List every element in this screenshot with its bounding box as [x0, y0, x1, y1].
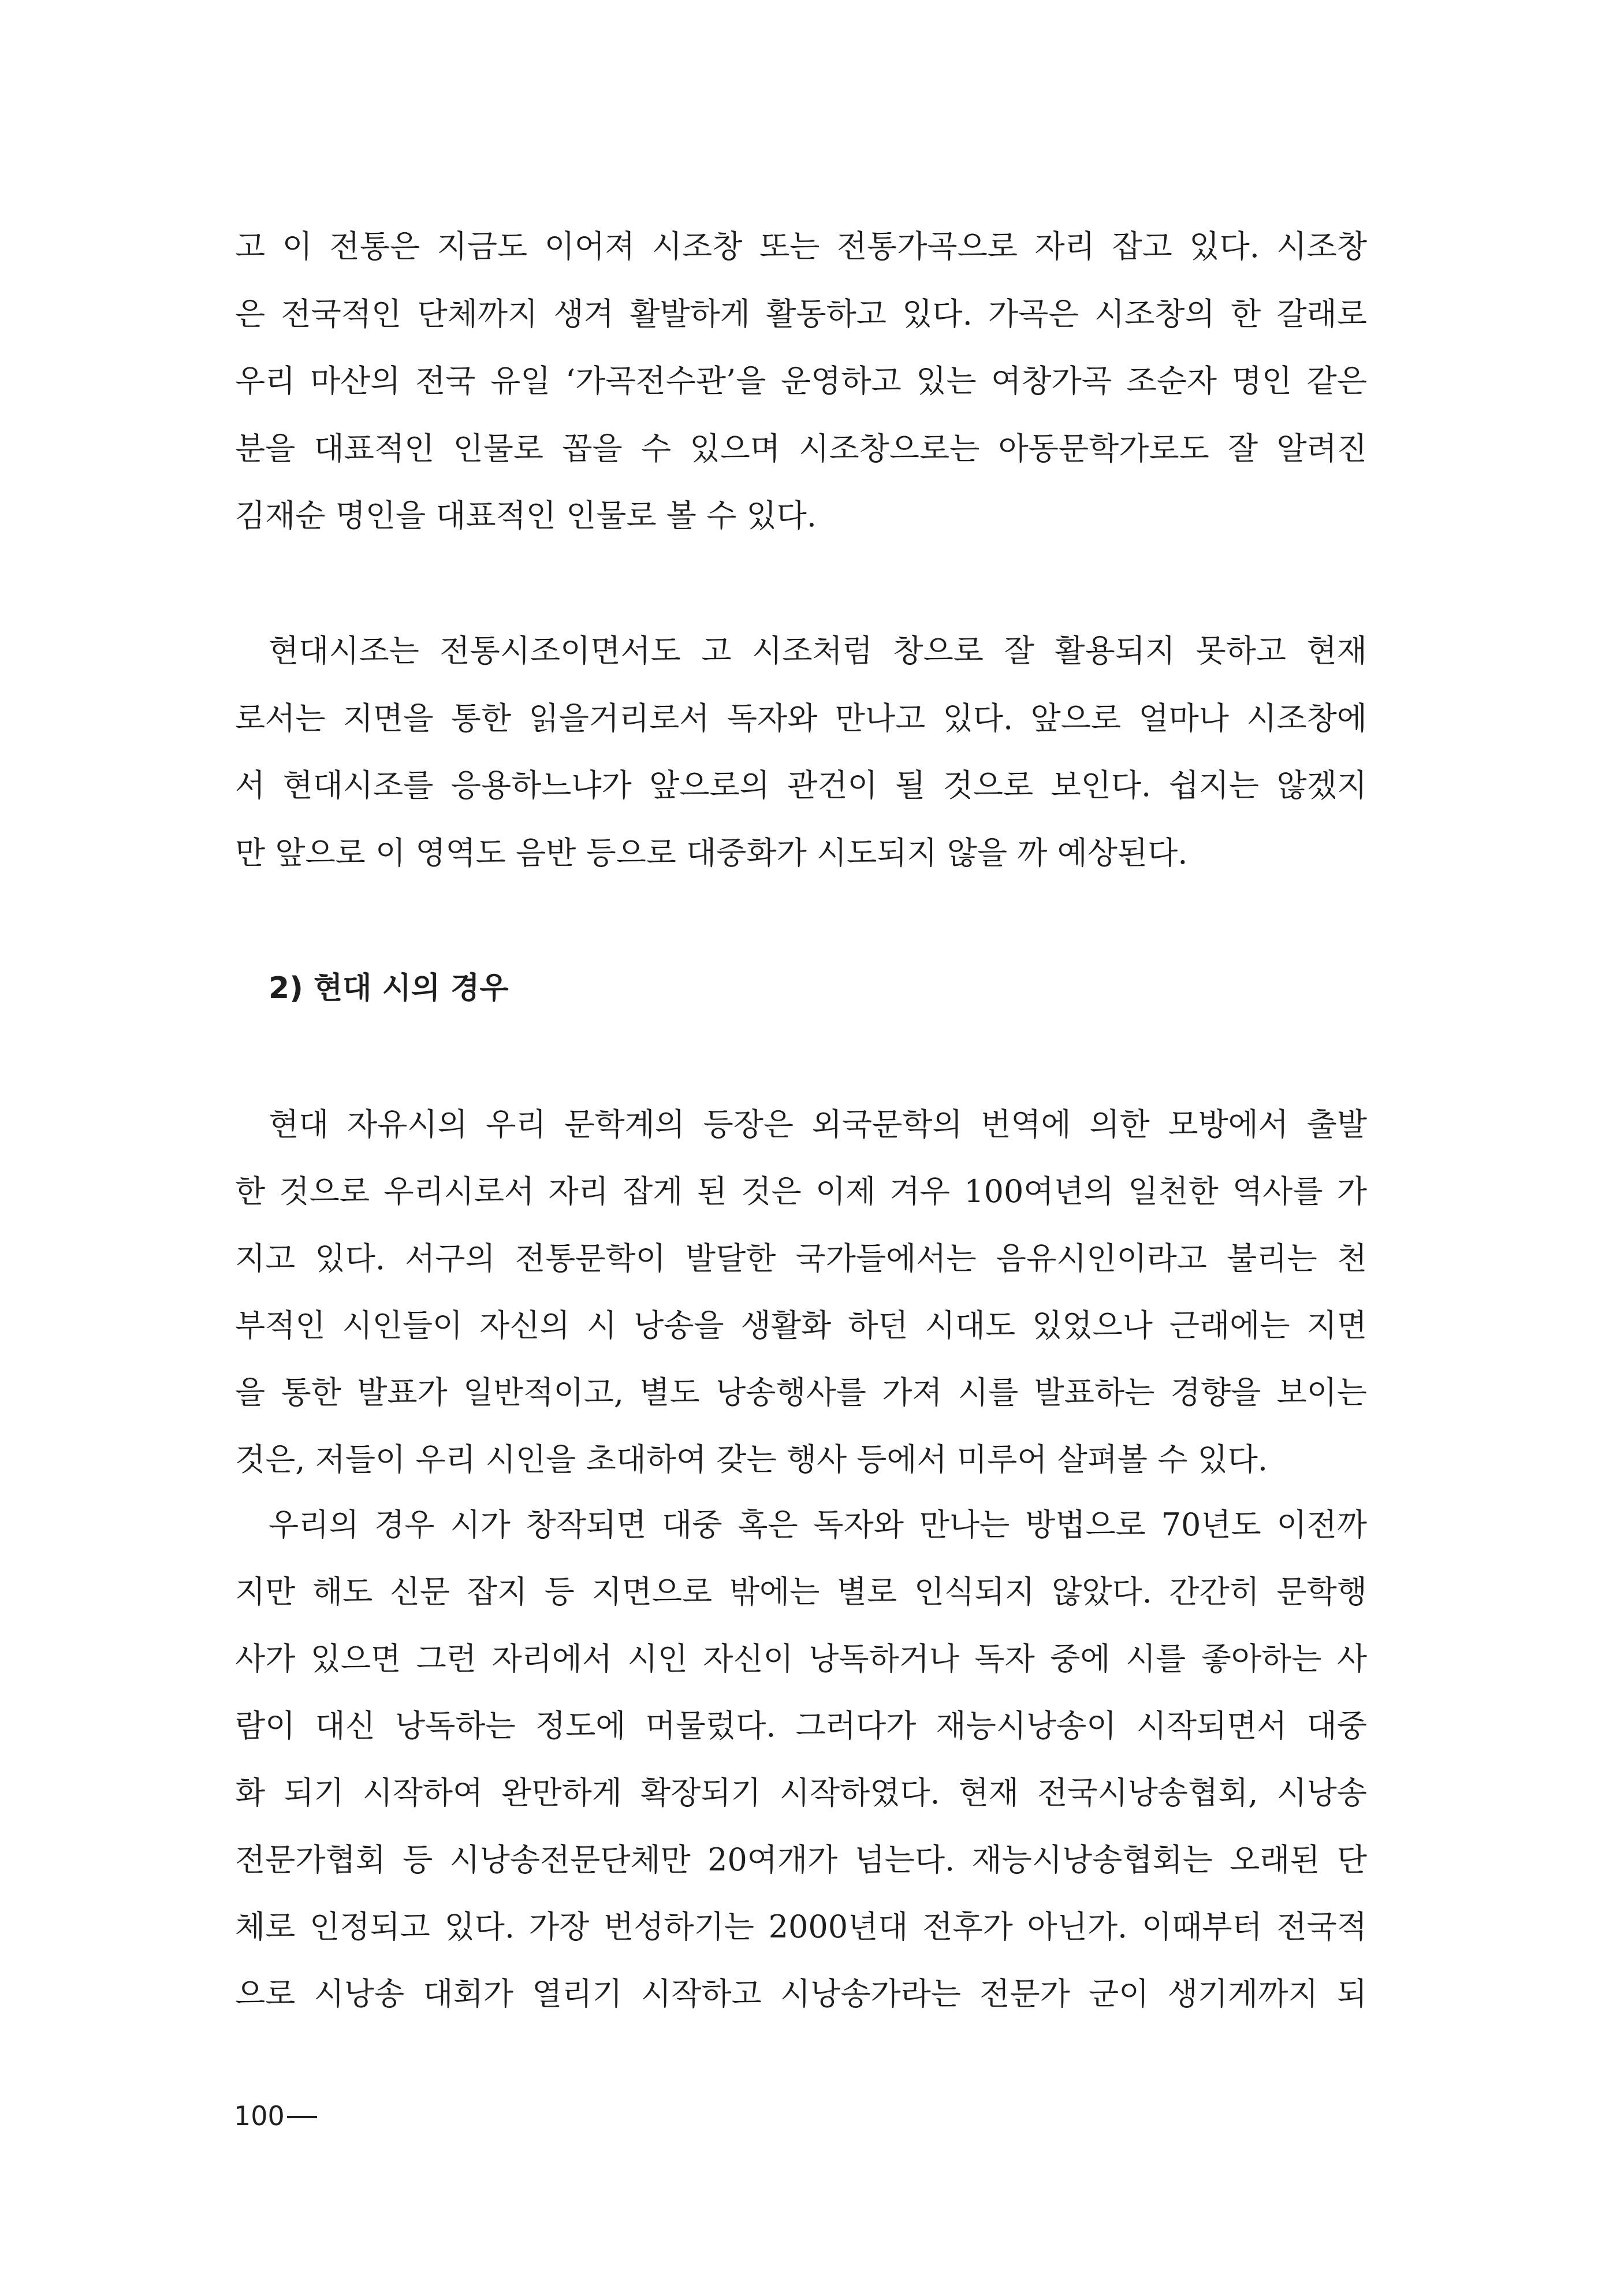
text-line: 우리 마산의 전국 유일 ‘가곡전수관’을 운영하고 있는 여창가곡 조순자 명인 같은: [235, 363, 1367, 399]
text-line: 한 것으로 우리시로서 자리 잡게 된 것은 이제 겨우 100여년의 일천한 역사를 가: [235, 1173, 1367, 1210]
text-line: 사가 있으면 그런 자리에서 시인 자신이 낭독하거나 독자 중에 시를 좋아하는 사: [235, 1641, 1367, 1677]
text-line: 지고 있다. 서구의 전통문학이 발달한 국가들에서는 음유시인이라고 불리는 천: [235, 1240, 1367, 1277]
text-line: 람이 대신 낭독하는 정도에 머물렀다. 그러다가 재능시낭송이 시작되면서 대중: [235, 1708, 1367, 1744]
text-line: 화 되기 시작하여 완만하게 확장되기 시작하였다. 현재 전국시낭송협회, 시낭송: [235, 1775, 1367, 1811]
text-line: 고 이 전통은 지금도 이어져 시조창 또는 전통가곡으로 자리 잡고 있다. 시조창: [235, 228, 1367, 265]
text-line: 지만 해도 신문 잡지 등 지면으로 밖에는 별로 인식되지 않았다. 간간히 문학행: [235, 1574, 1367, 1610]
text-line: 부적인 시인들이 자신의 시 낭송을 생활화 하던 시대도 있었으나 근래에는 지면: [235, 1307, 1367, 1344]
text-line: 만 앞으로 이 영역도 음반 등으로 대중화가 시도되지 않을 까 예상된다.: [235, 835, 1188, 871]
text-line: 우리의 경우 시가 창작되면 대중 혹은 독자와 만나는 방법으로 70년도 이전까: [269, 1507, 1367, 1543]
text-line: 로서는 지면을 통한 읽을거리로서 독자와 만나고 있다. 앞으로 얼마나 시조창에: [235, 700, 1367, 737]
text-line: 으로 시낭송 대회가 열리기 시작하고 시낭송가라는 전문가 군이 생기게까지 되: [235, 1976, 1367, 2012]
text-line: 서 현대시조를 응용하느냐가 앞으로의 관건이 될 것으로 보인다. 쉽지는 않겠지: [235, 767, 1367, 804]
section-heading: 2) 현대 시의 경우: [269, 971, 509, 1006]
text-line: 체로 인정되고 있다. 가장 번성하기는 2000년대 전후가 아닌가. 이때부터 전국적: [235, 1909, 1367, 1945]
text-line: 을 통한 발표가 일반적이고, 별도 낭송행사를 가져 시를 발표하는 경향을 보이는: [235, 1374, 1367, 1411]
text-line: 현대 자유시의 우리 문학계의 등장은 외국문학의 번역에 의한 모방에서 출발: [269, 1106, 1367, 1143]
text-line: 현대시조는 전통시조이면서도 고 시조처럼 창으로 잘 활용되지 못하고 현재: [269, 633, 1367, 669]
text-line: 전문가협회 등 시낭송전문단체만 20여개가 넘는다. 재능시낭송협회는 오래된 단: [235, 1842, 1367, 1878]
page-number-footer: [234, 2100, 317, 2132]
text-line: 것은, 저들이 우리 시인을 초대하여 갖는 행사 등에서 미루어 살펴볼 수 있다.: [235, 1441, 1268, 1478]
page-number-dash: [287, 2116, 317, 2118]
text-line: 분을 대표적인 인물로 꼽을 수 있으며 시조창으로는 아동문학가로도 잘 알려진: [235, 430, 1367, 467]
text-line: 김재순 명인을 대표적인 인물로 볼 수 있다.: [235, 497, 817, 534]
text-line: 은 전국적인 단체까지 생겨 활발하게 활동하고 있다. 가곡은 시조창의 한 갈래로: [235, 296, 1367, 332]
page-number: 100: [234, 2100, 285, 2132]
